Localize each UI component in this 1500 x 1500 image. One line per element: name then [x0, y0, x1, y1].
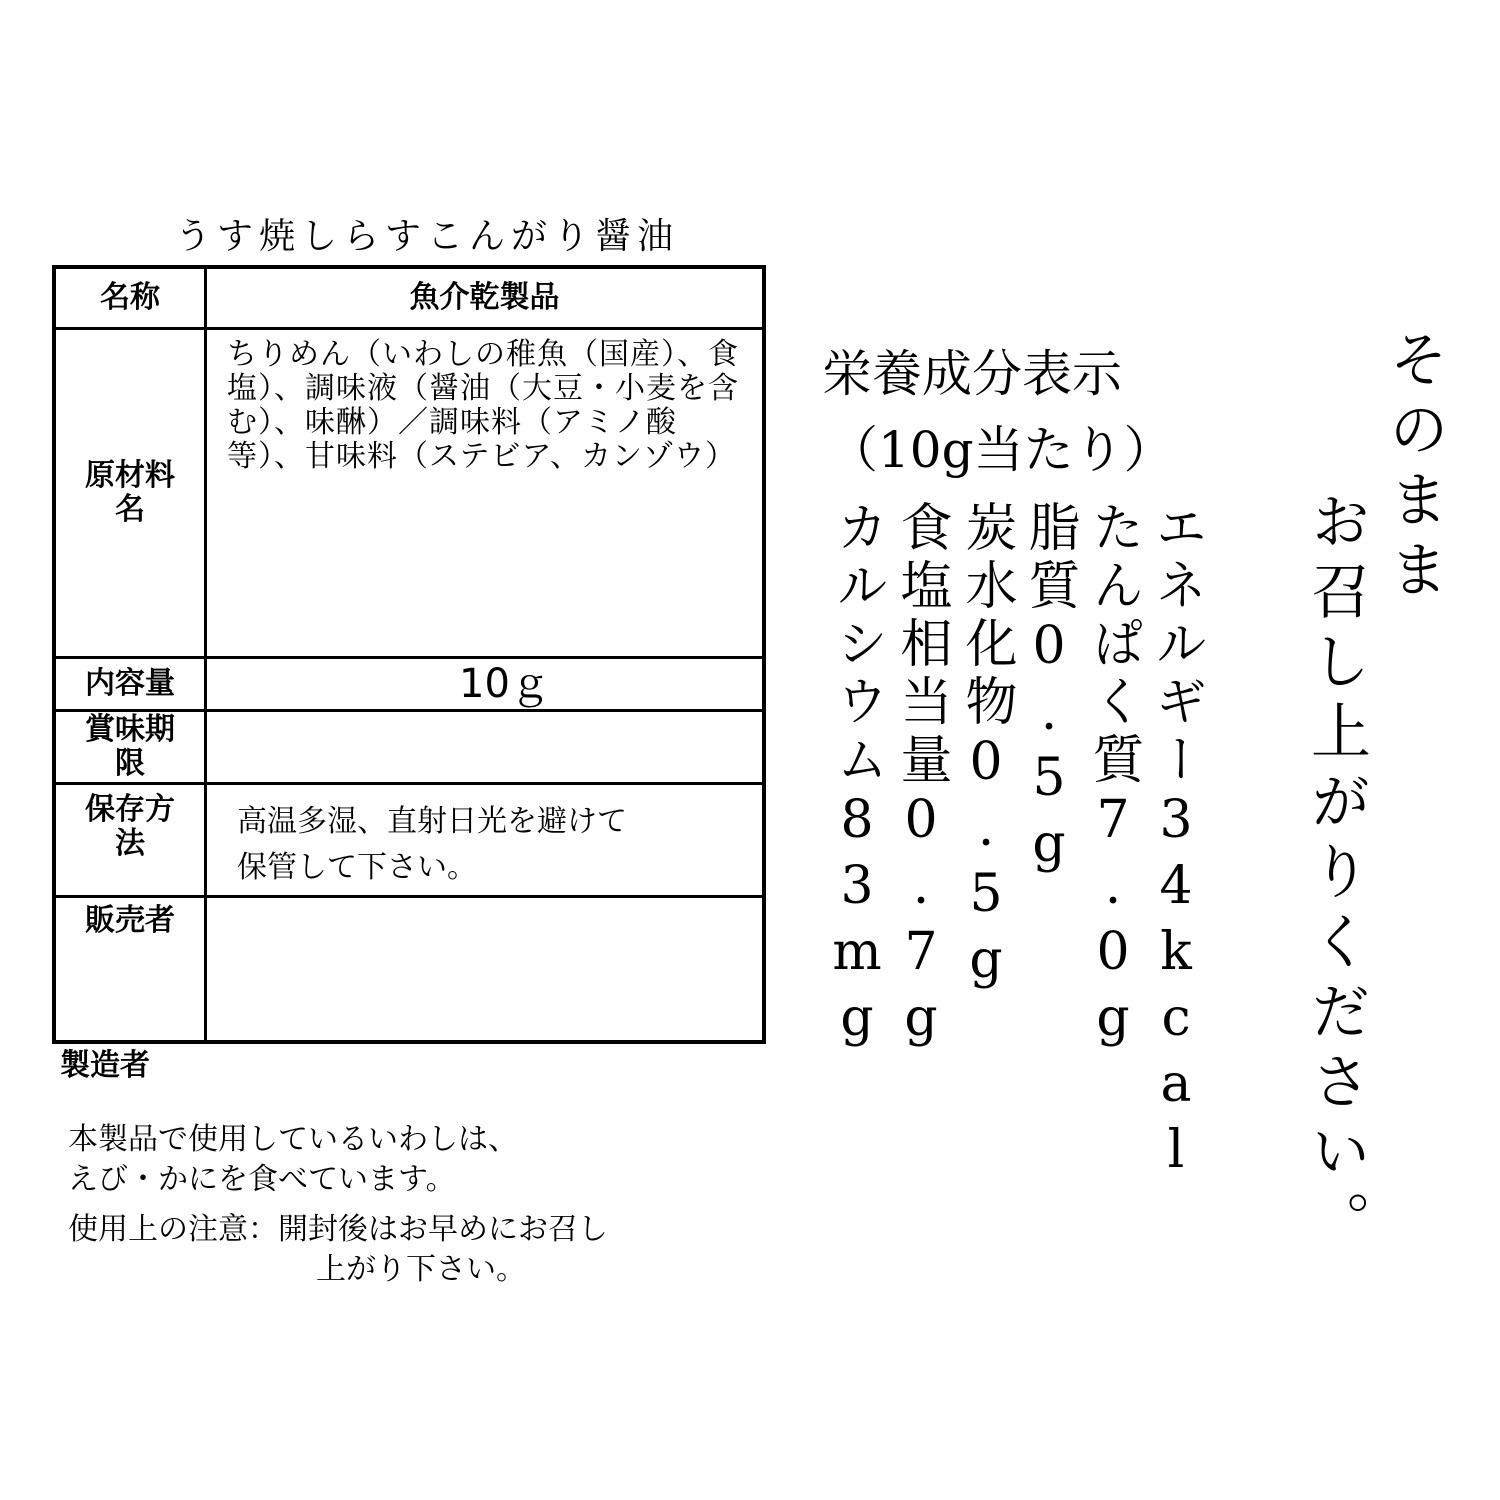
name-value: 魚介乾製品: [206, 267, 765, 329]
name-header: 名称: [54, 267, 206, 329]
storage-value: 高温多湿、直射日光を避けて保管して下さい。: [206, 784, 765, 897]
storage-header: 保存方法: [54, 784, 206, 897]
table-row-name: [54, 267, 764, 329]
allergy-line-1: 本製品で使用しているいわしは、: [68, 1122, 518, 1157]
nutrition-carbohydrate: 炭水化物0.5g: [956, 500, 1016, 996]
nutrition-energy: エネルギー34kcal: [1146, 500, 1206, 1186]
allergy-line-2: えび・かにを食べています。: [68, 1162, 456, 1197]
nutrition-protein: たんぱく質7.0g: [1083, 500, 1143, 1054]
manufacturer-label: 製造者: [60, 1048, 150, 1083]
product-title: うす焼しらすこんがり醤油: [175, 216, 680, 257]
table-row-quantity: [54, 658, 764, 711]
best-before-value: [206, 711, 765, 784]
quantity-header: 内容量: [54, 658, 206, 711]
seller-header: 販売者: [54, 897, 206, 1043]
allergy-notice: [68, 1120, 518, 1200]
usage-notice: [68, 1210, 608, 1290]
quantity-value: 10ｇ: [206, 658, 765, 711]
usage-label: 使用上の注意：: [68, 1212, 278, 1247]
ingredients-value: ちりめん（いわしの稚魚（国産）、食塩）、調味液（醤油（大豆・小麦を含む）、味醂）／調味料（アミノ酸等）、甘味料（ステビア、カンゾウ）: [206, 329, 765, 658]
nutrition-salt: 食塩相当量0.7g: [891, 500, 951, 1054]
table-row-best-before: [54, 711, 764, 784]
usage-line-1: 開封後はお早めにお召し: [278, 1212, 608, 1247]
nutrition-title: 栄養成分表示: [822, 345, 1122, 403]
table-row-seller: [54, 897, 764, 1043]
nutrition-fat: 脂質0.5g: [1019, 500, 1079, 880]
ingredients-header: 原材料名: [54, 329, 206, 658]
serving-note-line-2: お召し上がりください。: [1301, 490, 1371, 1260]
table-row-ingredients: [54, 329, 764, 658]
seller-value: [206, 897, 765, 1043]
nutrition-calcium: カルシウム83mg: [827, 500, 887, 1054]
nutrition-subtitle: （10g当たり）: [828, 421, 1174, 479]
best-before-header: 賞味期限: [54, 711, 206, 784]
label-table: [52, 265, 766, 1044]
serving-note-line-1: そのまま: [1379, 328, 1449, 608]
table-row-storage: [54, 784, 764, 897]
usage-line-2: 上がり下さい。: [316, 1252, 526, 1287]
